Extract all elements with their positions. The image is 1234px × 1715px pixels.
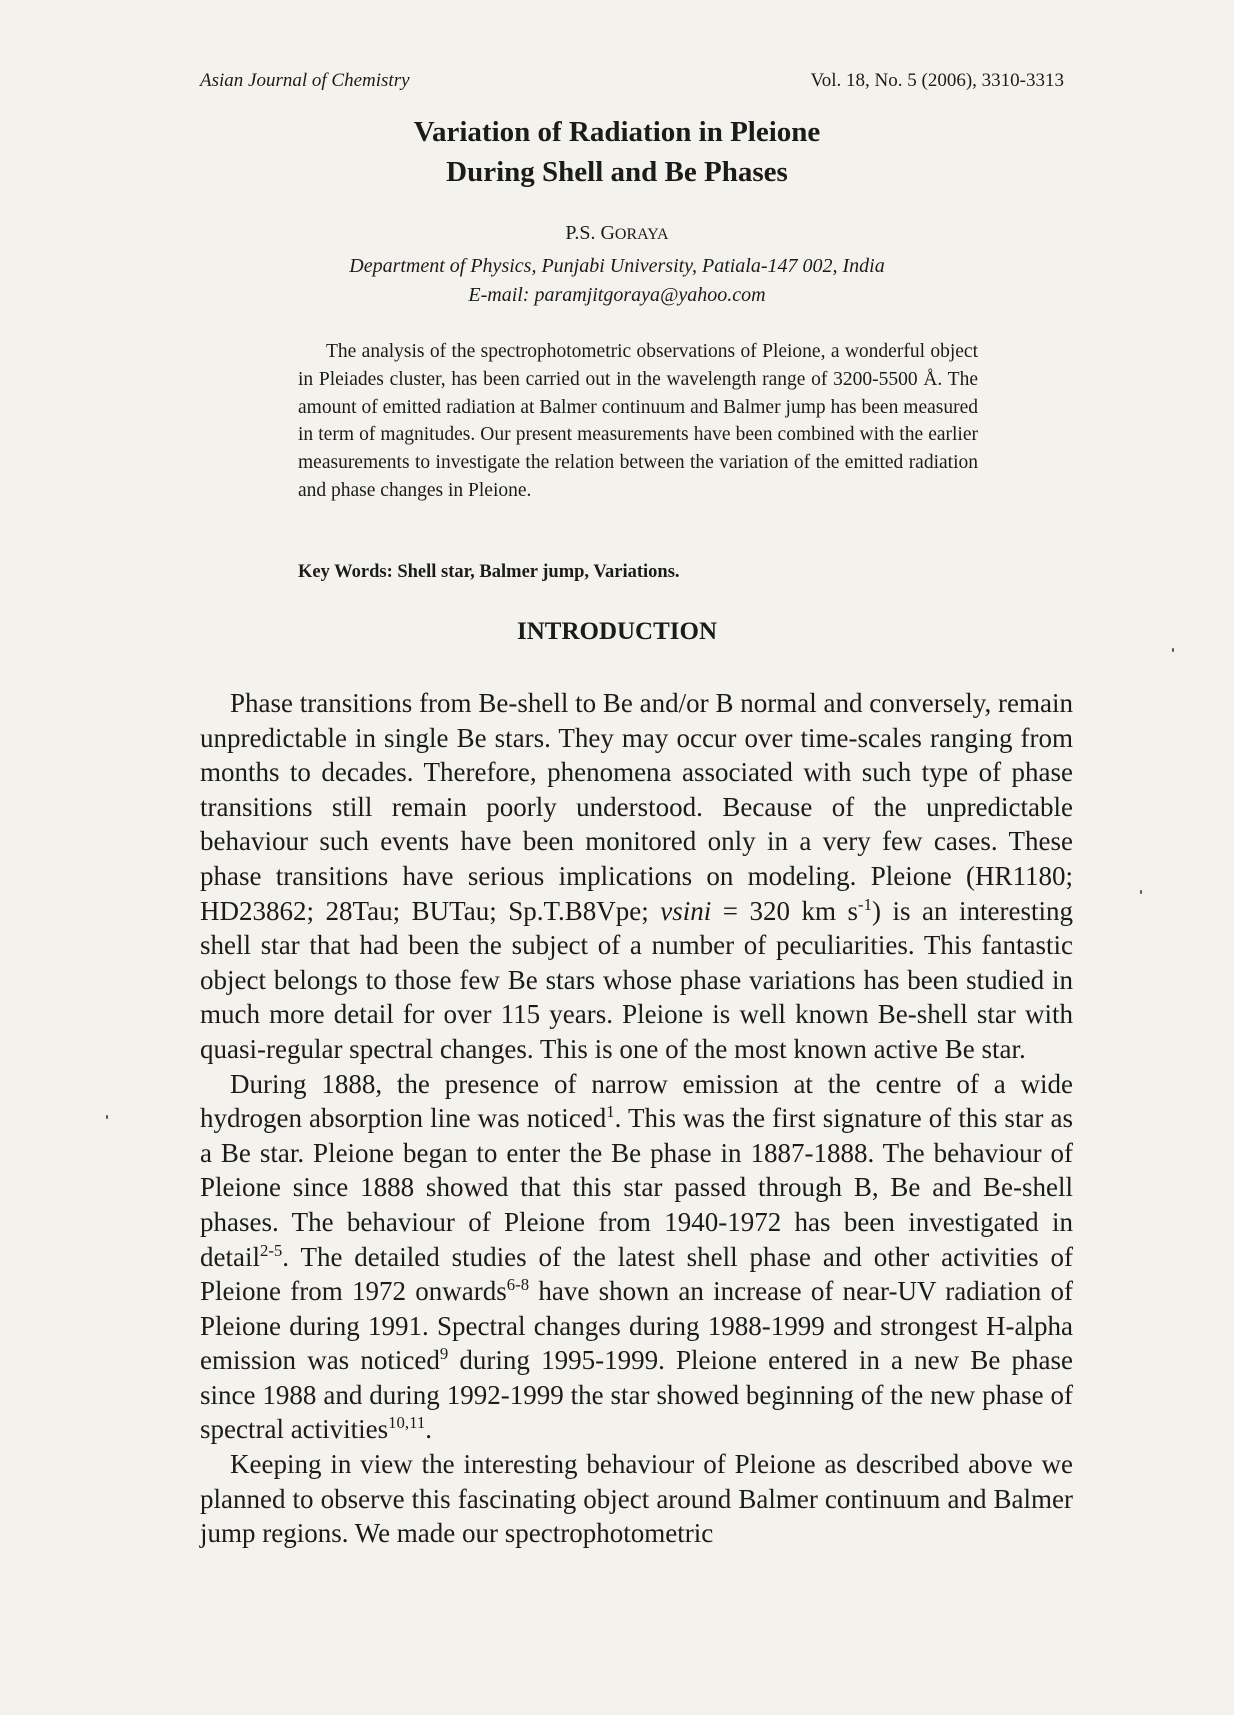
ref-6-8: 6-8 [506,1275,530,1295]
ref-1: 1 [606,1102,615,1122]
p2-text-e: during 1995-1999. Pleione entered in a new Be phase since 1988 and during 1992-1999 the star showed beginning of the new phase of spectral activities [200,1345,1073,1445]
p1-superscript: -1 [858,894,872,914]
author-surname: ORAYA [614,226,669,243]
paper-title [0,112,1234,192]
keywords: Key Words: Shell star, Balmer jump, Variations. [298,562,680,582]
paragraph-2 [200,1067,1073,1448]
title-line-1: Variation of Radiation in Pleione [413,116,821,148]
p2-text-b: . This was the first signature of this star as a Be star. Pleione began to enter the Be phase in 1887-1888. The behaviour of Pleione since 1888 showed that this star passed through B, Be and Be-shell phases. The behaviour of Pleione from 1940-1972 has been investigated in detail [200,1103,1073,1272]
email: E-mail: paramjitgoraya@yahoo.com [468,284,766,306]
ref-10-11: 10,11 [388,1413,426,1433]
body-text [200,686,1073,1551]
p1-text-c: ) is an interesting shell star that had been the subject of a number of peculiarities. This fantastic object belongs to those few Be stars whose phase variations has been studied in much more detail for over 115 years. Pleione is well known Be-shell star with quasi-regular spectral changes. This is one of the most known active Be star. [200,895,1073,1064]
author-name [0,222,1234,245]
abstract: The analysis of the spectrophotometric observations of Pleione, a wonderful object in Pleiades cluster, has been carried out in the wavelength range of 3200-5500 Å. The amount of emitted radiation at Balmer continuum and Balmer jump has been measured in term of magnitudes. Our present measurements have been combined with the earlier measurements to investigate the relation between the variation of the emitted radiation and phase changes in Pleione. [298,341,978,501]
title-line-2: During Shell and Be Phases [446,156,788,188]
department: Department of Physics, Punjabi University, Patiala-147 002, India [349,255,885,277]
p1-text-b: = 320 km s [711,895,859,926]
p2-text-d: have shown an increase of near-UV radiation of Pleione during 1991. Spectral changes during 1988-1999 and strongest H-alpha emission was noticed [200,1276,1073,1376]
citation: Vol. 18, No. 5 (2006), 3310-3313 [810,70,1064,91]
affiliation [0,252,1234,310]
p2-text-f: . [425,1414,432,1445]
paragraph-3: Keeping in view the interesting behaviour of Pleione as described above we planned to observe this fascinating object around Balmer continuum and Balmer jump regions. We made our spectrophotometric [200,1449,1073,1549]
p1-text-a: Phase transitions from Be-shell to Be and/or B normal and conversely, remain unpredictable in single Be stars. They may occur over time-scales ranging from months to decades. Therefore, phenomena associated with such type of phase transitions still remain poorly understood. Because of the unpredictable behaviour such events have been monitored only in a very few cases. These phase transitions have serious implications on modeling. Pleione (HR1180; HD23862; 28Tau; BUTau; Sp.T.B8Vpe; [200,688,1073,926]
scan-speck [1172,648,1174,652]
journal-name: Asian Journal of Chemistry [200,70,410,91]
p1-vsini: vsini [660,895,712,926]
scan-speck [106,1115,108,1119]
p2-text-a: During 1888, the presence of narrow emission at the centre of a wide hydrogen absorption line was noticed [200,1068,1073,1134]
scan-speck [1140,890,1142,894]
ref-9: 9 [439,1344,449,1364]
ref-2-5: 2-5 [259,1240,283,1260]
p2-text-c: . The detailed studies of the latest shell phase and other activities of Pleione from 1972 onwards [200,1241,1073,1307]
paragraph-1 [200,686,1073,1067]
author-initials: P.S. G [565,222,615,244]
section-title-introduction: INTRODUCTION [516,618,718,645]
